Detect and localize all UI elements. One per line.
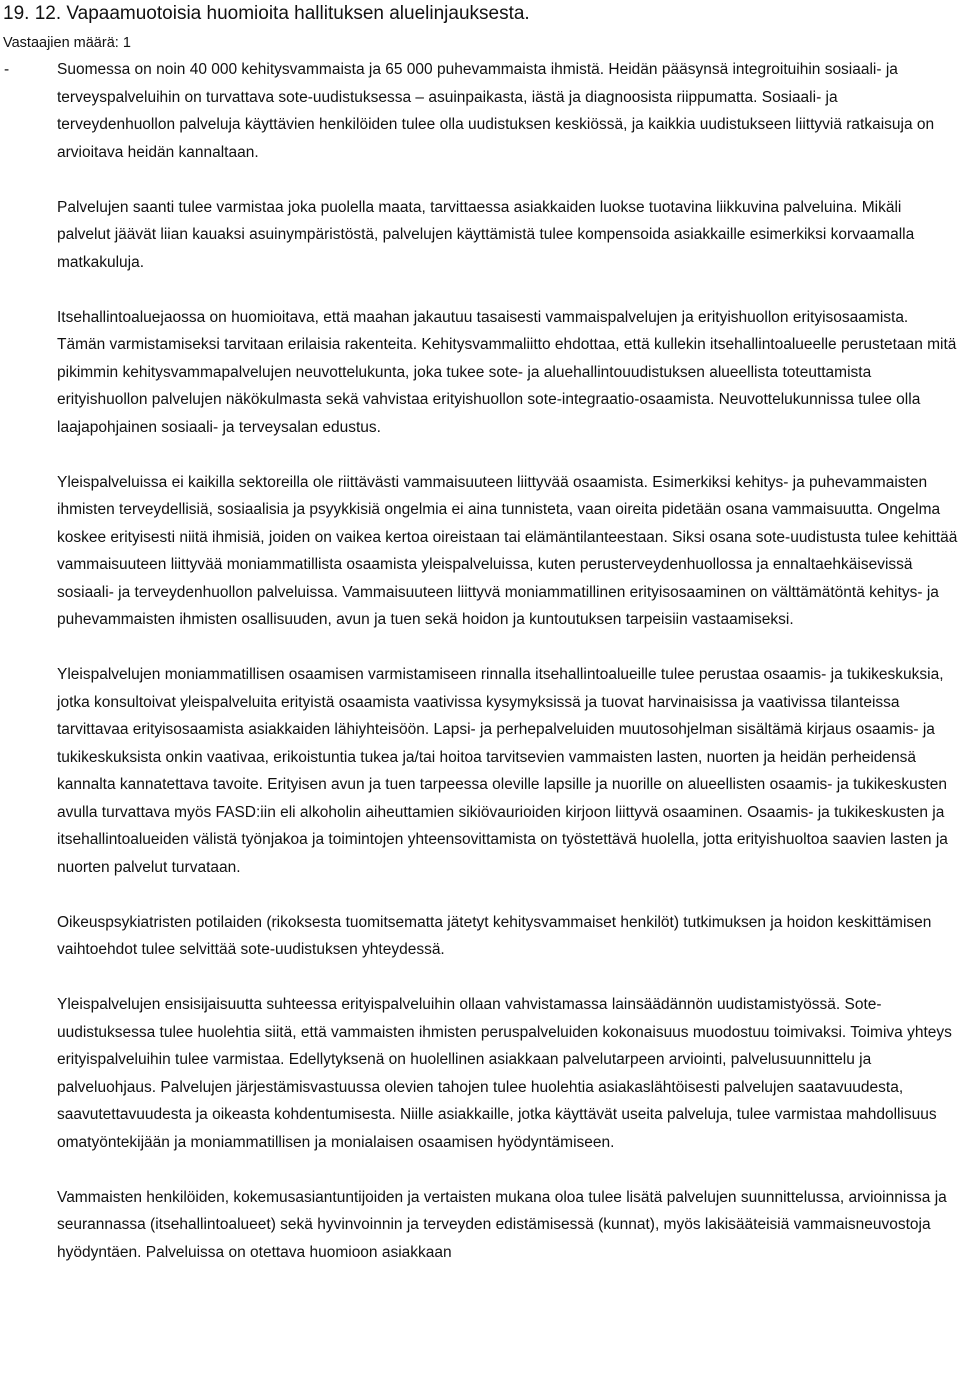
paragraph: Vammaisten henkilöiden, kokemusasiantuntijoiden ja vertaisten mukana oloa tulee lisätä palvelujen suunnittelussa, arvioinnissa ja seurannassa (itsehallintoalueet) sekä hyvinvoinnin ja terveyden edistämisessä (kunnat), myös lakisääteisiä vammaisneuvostoja hyödyntäen. Palveluissa on otettava huomioon asiakkaan [57,1188,947,1261]
paragraph: Itsehallintoaluejaossa on huomioitava, että maahan jakautuu tasaisesti vammaispalvelujen ja erityishuollon erityisosaamista. Tämän varmistamiseksi tarvitaan erilaisia rakenteita. Kehitysvammaliitto ehdottaa, että kullekin itsehallintoalueelle perustetaan mitä pikimmin kehitysvammapalvelujen neuvottelukunta, joka tukee sote- ja aluehallintouudistuksen alueellista toteuttamista erityishuollon palvelujen näkökulmasta sekä vahvistaa erityishuollon sote-integraatio-osaamista. Neuvottelukunnissa tulee olla laajapohjainen sosiaali- ja terveysalan edustus. [57,308,957,436]
responder-count: Vastaajien määrä: 1 [3,35,131,51]
paragraph: Suomessa on noin 40 000 kehitysvammaista ja 65 000 puhevammaista ihmistä. Heidän pääsynsä integroituihin sosiaali- ja terveyspalveluihin on turvattava sote-uudistuksessa – asuinpaikasta, iästä ja diagnoosista riippumatta. Sosiaali- ja terveydenhuollon palveluja käyttävien henkilöiden tulee olla uudistuksen keskiössä, ja kaikkia uudistukseen liittyviä ratkaisuja on arvioitava heidän kannaltaan. [57,61,935,161]
paragraph: Yleispalvelujen ensisijaisuutta suhteessa erityispalveluihin ollaan vahvistamassa lainsäädännön uudistamistyössä. Sote-uudistuksessa tulee huolehtia siitä, että vammaisten ihmisten peruspalveluiden kokonaisuus muodostuu toimivaksi. Toimiva yhteys erityispalveluihin tulee varmistaa. Edellytyksenä on huolellinen asiakkaan palvelutarpeen arviointi, palvelusuunnittelu ja palveluohjaus. Palvelujen järjestämisvastuussa olevien tahojen tulee huolehtia asiakaslähtöisesti palvelujen saatavuudesta, saavutettavuudesta ja oikeasta kohdentumisesta. Niille asiakkaille, jotka käyttävät useita palveluja, tulee varmistaa mahdollisuus omatyöntekijään ja moniammatillisen ja monialaisen osaamisen hyödyntämiseen. [57,996,952,1151]
answer-body [57,56,958,1294]
list-marker: - [4,61,10,78]
paragraph: Yleispalveluissa ei kaikilla sektoreilla ole riittävästi vammaisuuteen liittyvää osaamista. Esimerkiksi kehitys- ja puhevammaisten ihmisten terveydellisiä, sosiaalisia ja psyykkisiä ongelmia ei aina tunnisteta, vaan oireita pidetään osana vammaisuutta. Ongelma koskee erityisesti niitä ihmisiä, joiden on vaikea kertoa oireistaan tai elämäntilanteestaan. Siksi osana sote-uudistusta tulee kehittää vammaisuuteen liittyvää moniammatillista osaamista yleispalveluissa, kuten perusterveydenhuollossa ja ennaltaehkäisevissä sosiaali- ja terveydenhuollon palveluissa. Vammaisuuteen liittyvä moniammatillinen erityisosaaminen on välttämätöntä kehitys- ja puhevammaisten ihmisten osallisuuden, avun ja tuen sekä hoidon ja kuntoutuksen tarpeisiin vastaamiseksi. [57,473,958,628]
paragraph: Yleispalvelujen moniammatillisen osaamisen varmistamiseen rinnalla itsehallintoalueille tulee perustaa osaamis- ja tukikeskuksia, jotka konsultoivat yleispalveluita erityistä osaamista vaativissa kysymyksissä ja tuovat harvinaisissa ja vaativissa tilanteissa tarvittavaa erityisosaamista asiakkaiden lähiyhteisöön. Lapsi- ja perhepalveluiden muutosohjelman sisältämä kirjaus osaamis- ja tukikeskuksista onkin vaativaa, erikoistuntia tukea ja/tai hoitoa tarvitsevien vammaisten lasten, nuorten ja heidän perheidensä kannalta kannatettava tavoite. Erityisen avun ja tuen tarpeessa oleville lapsille ja nuorille on alueellisten osaamis- ja tukikeskusten avulla turvattava myös FASD:iin eli alkoholin aiheuttamien sikiövaurioiden kirjoon liittyvä osaaminen. Osaamis- ja tukikeskusten ja itsehallintoalueiden välistä työnjakoa ja toimintojen yhteensovittamista on työstettävä huolella, jotta erityishuoltoa saavien lasten ja nuorten palvelut turvataan. [57,666,948,876]
question-heading: 19. 12. Vapaamuotoisia huomioita hallituksen aluelinjauksesta. [3,3,530,24]
paragraph: Oikeuspsykiatristen potilaiden (rikoksesta tuomitsematta jätetyt kehitysvammaiset henkilöt) tutkimuksen ja hoidon keskittämisen vaihtoehdot tulee selvittää sote-uudistuksen yhteydessä. [57,913,932,958]
paragraph: Palvelujen saanti tulee varmistaa joka puolella maata, tarvittaessa asiakkaiden luokse tuotavina liikkuvina palveluina. Mikäli palvelut jäävät liian kauaksi asuinympäristöstä, palvelujen käyttämistä tulee kompensoida asiakkaille esimerkiksi korvaamalla matkakuluja. [57,198,915,271]
